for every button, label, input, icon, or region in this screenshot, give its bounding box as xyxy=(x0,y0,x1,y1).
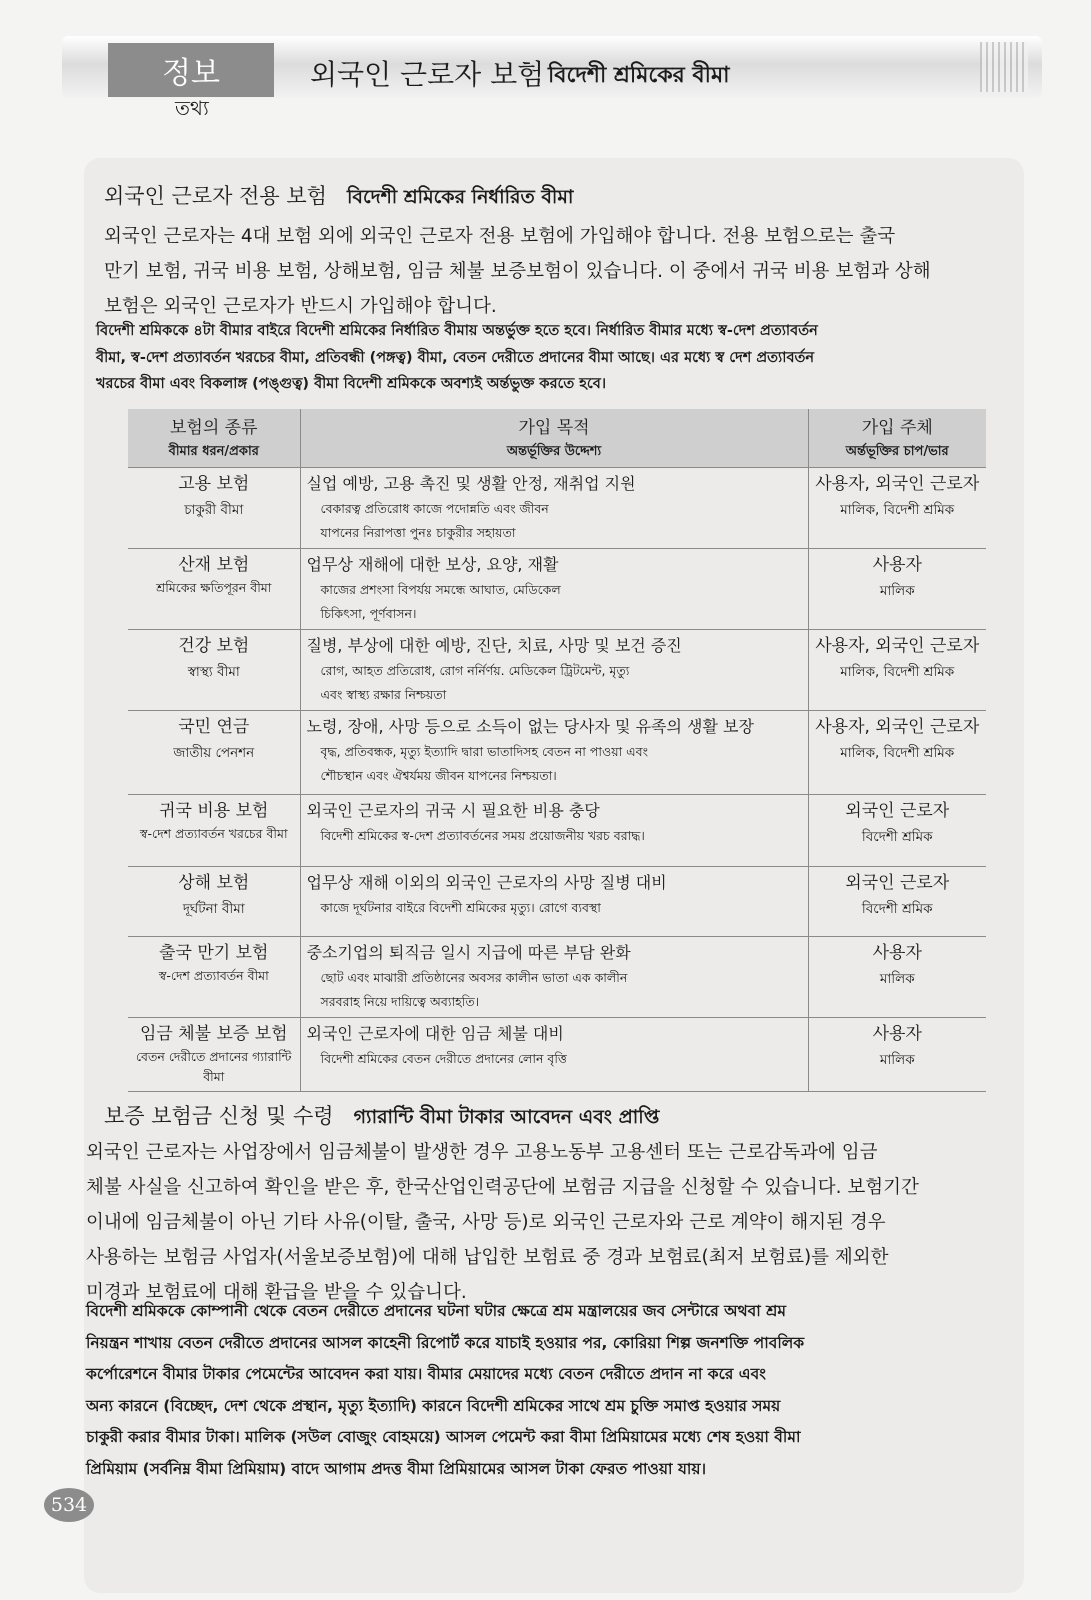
subscriber-cell xyxy=(808,1018,986,1092)
purpose-bengali: বেকারত্ব প্রতিরোধ কাজে পদোন্নতি এবং জীবন xyxy=(320,501,549,516)
purpose-bengali: ছোট এবং মাঝারী প্রতিষ্ঠানের অবসর কালীন ভাতা এক কালীন xyxy=(320,970,628,985)
insurance-type-bengali: স্ব-দেশ প্রত্যাবর্তন খরচের বীমা xyxy=(139,826,288,841)
table-row xyxy=(128,468,986,549)
subscriber-bengali: মালিক xyxy=(879,1052,915,1068)
subscriber-cell xyxy=(808,630,986,711)
table-row xyxy=(128,630,986,711)
table-header-row xyxy=(128,409,986,468)
paragraph-line: 체불 사실을 신고하여 확인을 받은 후, 한국산업인력공단에 보험금 지급을 신청할 수 있습니다. 보험기간 xyxy=(86,1177,919,1198)
purpose-cell xyxy=(300,867,808,937)
subscriber-korean: 사용자, 외국인 근로자 xyxy=(815,636,980,656)
insurance-type-korean: 국민 연금 xyxy=(178,717,250,737)
paragraph-line: বিদেশী শ্রমিককে ৪টা বীমার বাইরে বিদেশী শ্রমিকের নির্ধারিত বীমায় অন্তর্ভুক্ত হতে হবে। নির্ধারিত বীমার মধ্যে স্ব-দেশ প্রত্যাবর্তন xyxy=(96,323,818,339)
subscriber-cell xyxy=(808,711,986,795)
subscriber-korean: 사용자 xyxy=(872,943,922,963)
insurance-type-cell xyxy=(128,711,300,795)
insurance-type-cell xyxy=(128,630,300,711)
paragraph-line: 만기 보험, 귀국 비용 보험, 상해보험, 임금 체불 보증보험이 있습니다. 이 중에서 귀국 비용 보험과 상해 xyxy=(104,261,931,282)
purpose-korean: 업무상 재해에 대한 보상, 요양, 재활 xyxy=(306,555,559,574)
subscriber-korean: 외국인 근로자 xyxy=(845,873,950,893)
purpose-korean: 업무상 재해 이외의 외국인 근로자의 사망 질병 대비 xyxy=(306,873,667,892)
insurance-type-bengali: শ্রমিকের ক্ষতিপূরন বীমা xyxy=(156,580,272,595)
purpose-bengali: বিদেশী শ্রমিকের বেতন দেরীতে প্রদানের লোন বৃত্তি xyxy=(320,1051,567,1066)
purpose-korean: 중소기업의 퇴직금 일시 지급에 따른 부담 완화 xyxy=(306,943,631,962)
subscriber-bengali: মালিক, বিদেশী শ্রমিক xyxy=(840,502,955,518)
paragraph-line: চাকুরী করার বীমার টাকা। মালিক (সউল বোজুং বোহময়ে) আসল পেমেন্ট করা বীমা প্রিমিয়ামের মধ্যে শেষ হওয়া বীমা xyxy=(86,1428,801,1446)
header-decoration xyxy=(980,42,1028,92)
section-heading-bengali: বিদেশী শ্রমিকের নির্ধারিত বীমা xyxy=(346,186,574,208)
subscriber-cell xyxy=(808,468,986,549)
insurance-type-korean: 산재 보험 xyxy=(178,555,250,575)
subscriber-bengali: মালিক, বিদেশী শ্রমিক xyxy=(840,664,955,680)
subscriber-bengali: বিদেশী শ্রমিক xyxy=(861,829,933,845)
header-label-korean: 가입 주체 xyxy=(861,418,933,438)
insurance-type-cell xyxy=(128,1018,300,1092)
paragraph-line: 외국인 근로자는 4대 보험 외에 외국인 근로자 전용 보험에 가입해야 합니다. 전용 보험으로는 출국 xyxy=(104,226,896,247)
purpose-bengali: রোগ, আহত প্রতিরোধ, রোগ নর্নির্ণয়. মেডিকেল ট্রিটমেন্ট, মৃত্যু xyxy=(320,663,630,678)
paragraph-line: প্রিমিয়াম (সর্বনিম্ন বীমা প্রিমিয়াম) বাদে আগাম প্রদত্ত বীমা প্রিমিয়ামের আসল টাকা ফেরত পাওয়া যায়। xyxy=(86,1459,707,1478)
subscriber-bengali: মালিক xyxy=(879,971,915,987)
purpose-bengali: যাপনের নিরাপত্তা পুনঃ চাকুরীর সহায়তা xyxy=(320,525,516,540)
purpose-korean: 실업 예방, 고용 촉진 및 생활 안정, 재취업 지원 xyxy=(306,474,636,493)
paragraph-line: 이내에 임금체불이 아닌 기타 사유(이탈, 출국, 사망 등)로 외국인 근로자와 근로 계약이 해지된 경우 xyxy=(86,1212,886,1233)
insurance-type-bengali: দূর্ঘটনা বীমা xyxy=(182,901,245,917)
purpose-cell xyxy=(300,630,808,711)
purpose-cell xyxy=(300,1018,808,1092)
paragraph-line: নিয়ন্ত্রন শাখায় বেতন দেরীতে প্রদানের আসল কাহেনী রিপোর্ট করে যাচাই হওয়ার পর, কোরিয়া শিল্প জনশক্তি পাবলিক xyxy=(86,1333,805,1352)
page-title-korean: 외국인 근로자 보험 xyxy=(310,58,545,91)
section-heading-guarantee-claim xyxy=(104,1100,659,1135)
purpose-bengali: চিকিৎসা, পূর্ণবাসন। xyxy=(320,606,417,621)
section-heading-exclusive-insurance xyxy=(104,180,573,215)
column-header-purpose xyxy=(300,409,808,468)
subscriber-cell xyxy=(808,867,986,937)
insurance-type-korean: 임금 체불 보증 보험 xyxy=(139,1024,288,1044)
subscriber-korean: 사용자, 외국인 근로자 xyxy=(815,474,980,494)
purpose-bengali: বৃদ্ধ, প্রতিবন্ধক, মৃত্যু ইত্যাদি দ্বারা ভাতাদিসহ বেতন না পাওয়া এবং xyxy=(320,744,649,759)
purpose-bengali: কাজের প্রশংসা বিপর্যয় সমন্ধে আঘাত, মেডিকেল xyxy=(320,582,561,597)
paragraph-line: 미경과 보험료에 대해 환급을 받을 수 있습니다. xyxy=(86,1282,467,1303)
purpose-cell xyxy=(300,711,808,795)
paragraph-bengali-1 xyxy=(96,318,1028,398)
header-label-bengali: অন্তর্ভূক্তির উদ্দেশ্য xyxy=(506,444,602,459)
header-label-korean: 가입 목적 xyxy=(518,418,590,438)
page-number: 534 xyxy=(44,1488,94,1522)
purpose-korean: 질병, 부상에 대한 예방, 진단, 치료, 사망 및 보건 증진 xyxy=(306,636,682,655)
column-header-type xyxy=(128,409,300,468)
paragraph-line: বিদেশী শ্রমিককে কোম্পানী থেকে বেতন দেরীতে প্রদানের ঘটনা ঘটার ক্ষেত্রে শ্রম মন্ত্রালয়ের জব সেন্টারে অথবা শ্রম xyxy=(86,1302,786,1320)
purpose-bengali: এবং স্বাস্থ্য রক্ষার নিশ্চয়তা xyxy=(320,687,447,702)
paragraph-korean-2 xyxy=(86,1135,1026,1310)
section-heading-bengali: গ্যারান্টি বীমা টাকার আবেদন এবং প্রাপ্তি xyxy=(353,1106,660,1128)
insurance-type-korean: 출국 만기 보험 xyxy=(159,943,269,963)
purpose-cell xyxy=(300,468,808,549)
purpose-cell xyxy=(300,937,808,1018)
purpose-korean: 외국인 근로자에 대한 임금 체불 대비 xyxy=(306,1024,564,1043)
purpose-cell xyxy=(300,795,808,867)
insurance-type-korean: 귀국 비용 보험 xyxy=(159,801,269,821)
table-row xyxy=(128,795,986,867)
page-title-bengali: বিদেশী শ্রমিকের বীমা xyxy=(548,63,730,88)
purpose-korean: 외국인 근로자의 귀국 시 필요한 비용 충당 xyxy=(306,801,600,820)
subscriber-cell xyxy=(808,549,986,630)
insurance-type-bengali: বেতন দেরীতে প্রদানের গ্যারান্টি বীমা xyxy=(135,1049,292,1084)
paragraph-bengali-2 xyxy=(86,1296,1026,1485)
insurance-type-cell xyxy=(128,549,300,630)
insurance-type-bengali: জাতীয় পেনশন xyxy=(173,745,255,761)
column-header-subscriber xyxy=(808,409,986,468)
section-heading-korean: 보증 보험금 신청 및 수령 xyxy=(104,1104,334,1128)
purpose-bengali: কাজে দূর্ঘটনার বাইরে বিদেশী শ্রমিকের মৃত্যু। রোগে ব্যবস্থা xyxy=(320,900,601,915)
purpose-bengali: সরবরাহ নিয়ে দায়িত্বে অব্যাহতি। xyxy=(320,994,480,1009)
insurance-type-cell xyxy=(128,795,300,867)
paragraph-line: 사용하는 보험금 사업자(서울보증보험)에 대해 납입한 보험료 중 경과 보험료(최저 보험료)를 제외한 xyxy=(86,1247,889,1268)
paragraph-line: অন্য কারনে (বিচ্ছেদ, দেশ থেকে প্রস্থান, মৃত্যু ইত্যাদি) কারনে বিদেশী শ্রমিকের সাথে শ্রম চুক্তি সমাপ্ত হওয়ার সময় xyxy=(86,1396,781,1415)
insurance-type-korean: 상해 보험 xyxy=(178,873,250,893)
subscriber-bengali: বিদেশী শ্রমিক xyxy=(861,901,933,917)
subscriber-cell xyxy=(808,937,986,1018)
section-heading-korean: 외국인 근로자 전용 보험 xyxy=(104,184,327,208)
subscriber-bengali: মালিক, বিদেশী শ্রমিক xyxy=(840,745,955,761)
subscriber-korean: 사용자 xyxy=(872,1024,922,1044)
insurance-type-cell xyxy=(128,937,300,1018)
insurance-type-cell xyxy=(128,468,300,549)
purpose-cell xyxy=(300,549,808,630)
insurance-type-korean: 건강 보험 xyxy=(178,636,250,656)
subscriber-korean: 사용자 xyxy=(872,555,922,575)
info-tag: 정보 xyxy=(108,43,274,97)
header-label-korean: 보험의 종류 xyxy=(169,418,258,438)
table-row xyxy=(128,867,986,937)
subscriber-cell xyxy=(808,795,986,867)
info-tag-translation: তথ্য xyxy=(175,96,209,120)
paragraph-line: 보험은 외국인 근로자가 반드시 가입해야 합니다. xyxy=(104,296,497,317)
purpose-bengali: শৌচস্থান এবং ঐশ্বর্যময় জীবন যাপনের নিশ্চয়তা। xyxy=(320,768,557,783)
table-row xyxy=(128,937,986,1018)
insurance-type-bengali: চাকুরী বীমা xyxy=(184,502,244,518)
paragraph-korean-1 xyxy=(104,219,1028,324)
table-row xyxy=(128,549,986,630)
insurance-type-bengali: স্ব-দেশ প্রত্যাবর্তন বীমা xyxy=(158,968,269,983)
insurance-type-bengali: স্বাস্থ্য বীমা xyxy=(187,664,240,680)
insurance-table xyxy=(128,409,986,1092)
insurance-type-korean: 고용 보험 xyxy=(178,474,250,494)
insurance-type-cell xyxy=(128,867,300,937)
subscriber-korean: 사용자, 외국인 근로자 xyxy=(815,717,980,737)
subscriber-korean: 외국인 근로자 xyxy=(845,801,950,821)
paragraph-line: খরচের বীমা এবং বিকলাঙ্গ (পঙ্গুত্ব) বীমা বিদেশী শ্রমিককে অবশ্যই অর্ন্তভুক্ত করতে হবে। xyxy=(96,376,607,392)
paragraph-line: 외국인 근로자는 사업장에서 임금체불이 발생한 경우 고용노동부 고용센터 또는 근로감독과에 임금 xyxy=(86,1142,878,1163)
paragraph-line: কর্পোরেশনে বীমার টাকার পেমেন্টের আবেদন করা যায়। বীমার মেয়াদের মধ্যে বেতন দেরীতে প্রদান না করে এবং xyxy=(86,1365,766,1383)
table-row xyxy=(128,1018,986,1092)
paragraph-line: বীমা, স্ব-দেশ প্রত্যাবর্তন খরচের বীমা, প্রতিবন্ধী (পঙ্গত্ব) বীমা, বেতন দেরীতে প্রদানের বীমা আছে। এর মধ্যে স্ব দেশ প্রত্যাবর্তন xyxy=(96,349,815,366)
subscriber-bengali: মালিক xyxy=(879,583,915,599)
header-label-bengali: বীমার ধরন/প্রকার xyxy=(168,444,259,459)
table-row xyxy=(128,711,986,795)
purpose-korean: 노령, 장애, 사망 등으로 소득이 없는 당사자 및 유족의 생활 보장 xyxy=(306,717,754,736)
header-label-bengali: অর্ন্তভূক্তির চাপ/ভার xyxy=(845,444,949,459)
purpose-bengali: বিদেশী শ্রমিকের স্ব-দেশ প্রত্যাবর্তনের সময় প্রয়োজনীয় খরচ বরাদ্ধ। xyxy=(320,828,645,843)
